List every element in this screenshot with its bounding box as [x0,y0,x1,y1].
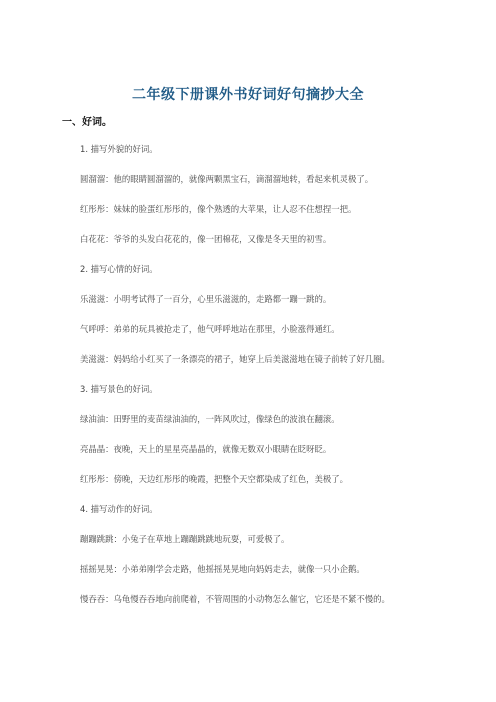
section-heading: 一、好词。 [62,117,112,128]
paragraph: 蹦蹦跳跳：小兔子在草地上蹦蹦跳跳地玩耍，可爱极了。 [80,534,290,544]
paragraph: 慢吞吞：乌龟慢吞吞地向前爬着，不管周围的小动物怎么催它，它还是不紧不慢的。 [80,594,390,604]
paragraph: 美滋滋：妈妈给小红买了一条漂亮的裙子，她穿上后美滋滋地在镜子前转了好几圈。 [80,354,390,364]
page-title: 二年级下册课外书好词好句摘抄大全 [132,87,364,103]
paragraph: 摇摇晃晃：小弟弟刚学会走路，他摇摇晃晃地向妈妈走去，就像一只小企鹅。 [80,564,365,574]
subheading-appearance: 1. 描写外貌的好词。 [80,144,158,154]
paragraph: 绿油油：田野里的麦苗绿油油的，一阵风吹过，像绿色的波浪在翻滚。 [80,414,340,424]
subheading-action: 4. 描写动作的好词。 [80,504,158,514]
document-body [62,142,436,622]
paragraph: 气呼呼：弟弟的玩具被抢走了，他气呼呼地站在那里，小脸涨得通红。 [80,324,340,334]
paragraph: 红彤彤：傍晚，天边红彤彤的晚霞，把整个天空都染成了红色，美极了。 [80,474,348,484]
subheading-mood: 2. 描写心情的好词。 [80,264,158,274]
paragraph: 乐滋滋：小明考试得了一百分，心里乐滋滋的，走路都一蹦一跳的。 [80,294,332,304]
paragraph: 圆溜溜：他的眼睛圆溜溜的，就像两颗黑宝石，滴溜溜地转，看起来机灵极了。 [80,174,374,184]
paragraph: 白花花：爷爷的头发白花花的，像一团棉花，又像是冬天里的初雪。 [80,234,332,244]
subheading-scenery: 3. 描写景色的好词。 [80,384,158,394]
paragraph: 红彤彤：妹妹的脸蛋红彤彤的，像个熟透的大苹果，让人忍不住想捏一把。 [80,204,357,214]
paragraph: 亮晶晶：夜晚，天上的星星亮晶晶的，就像无数双小眼睛在眨呀眨。 [80,444,332,454]
